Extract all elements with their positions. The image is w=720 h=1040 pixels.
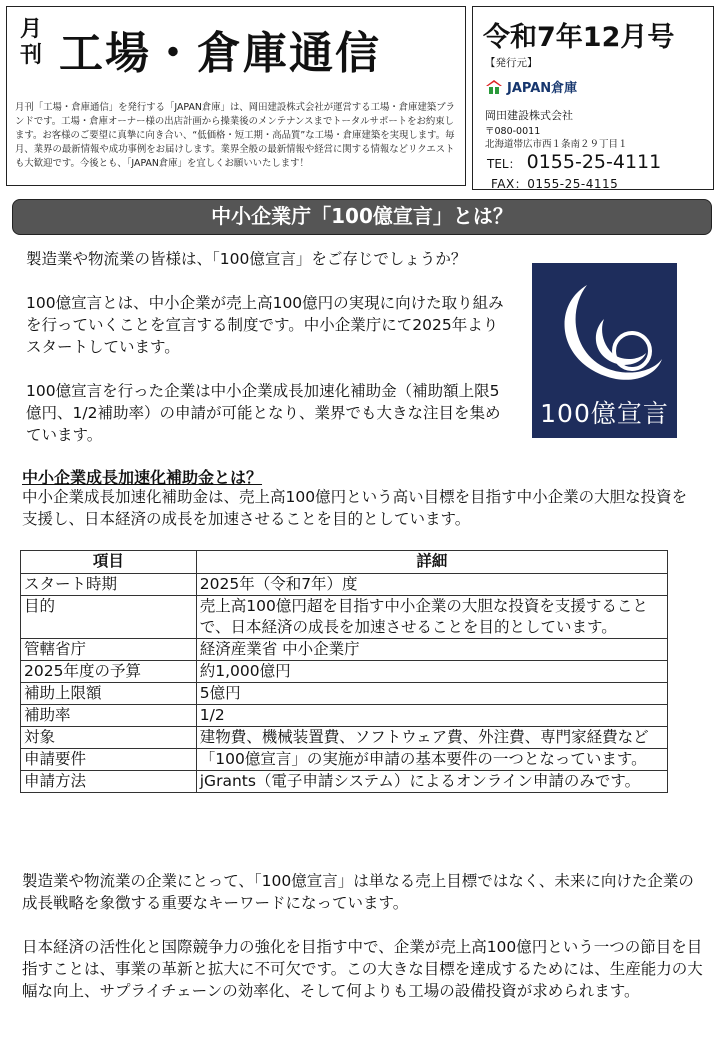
table-cell-value: 1/2 bbox=[196, 705, 667, 727]
paragraph-subsidy-purpose: 中小企業成長加速化補助金は、売上高100億円という高い目標を目指す中小企業の大胆な投資を支援し、日本経済の成長を加速させることを目的としています。 bbox=[22, 488, 688, 528]
table-cell-value: 約1,000億円 bbox=[196, 661, 667, 683]
warehouse-roof-icon bbox=[485, 79, 503, 95]
subsidy-heading: 中小企業成長加速化補助金とは？ bbox=[22, 468, 263, 487]
logo-caption: 100億宣言 bbox=[540, 399, 669, 428]
table-cell-value: 5億円 bbox=[196, 683, 667, 705]
table-cell-key: 2025年度の予算 bbox=[21, 661, 197, 683]
table-cell-key: 目的 bbox=[21, 596, 197, 639]
table-row bbox=[21, 705, 668, 727]
brand bbox=[485, 77, 577, 96]
table-cell-key: 申請要件 bbox=[21, 749, 197, 771]
table-row bbox=[21, 771, 668, 793]
table-cell-value: jGrants（電子申請システム）によるオンライン申請のみです。 bbox=[196, 771, 667, 793]
table-cell-key: 対象 bbox=[21, 727, 197, 749]
table-cell-key: スタート時期 bbox=[21, 574, 197, 596]
table-header-detail: 詳細 bbox=[196, 551, 667, 574]
tel-line bbox=[487, 151, 661, 173]
monthly-label: 月刊 bbox=[19, 17, 42, 68]
subsidy-table bbox=[20, 550, 668, 793]
table-row bbox=[21, 661, 668, 683]
paragraph-subsidy: 100億宣言を行った企業は中小企業成長加速化補助金（補助額上限5億円、1/2補助率）の申請が可能となり、業界でも大きな注目を集めています。 bbox=[26, 382, 501, 444]
tel-number: 0155-25-4111 bbox=[526, 151, 662, 173]
paragraph-investment: 日本経済の活性化と国際競争力の強化を目指す中で、企業が売上高100億円という一つの節目を目指すことは、事業の革新と拡大に不可欠です。この大きな目標を達成するためには、生産能力の大幅な向上、サプライチェーンの効率化、そして何よりも工場の設備投資が求められます。 bbox=[22, 938, 703, 1000]
intro-text: 月刊「工場・倉庫通信」を発行する「JAPAN倉庫」は、岡田建設株式会社が運営する工場・倉庫建築ブランドです。工場・倉庫オーナー様の出店計画から操業後のメンテナンスまでトータルサポートをお約束します。お客様のご要望に真摯に向き合い、“低価格・短工期・高品質”な工場・倉庫建築を実現します。毎月、業界の最新情報や成功事例をお届けします。業界全般の最新情報や経営に関する情報などリクエストも大歓迎です。今後とも、「JAPAN倉庫」を宜しくお願いいたします！ bbox=[15, 102, 455, 169]
company-name: 岡田建設株式会社 bbox=[485, 109, 573, 122]
address: 北海道帯広市西１条南２９丁目１ bbox=[485, 139, 628, 150]
table-header-row bbox=[21, 551, 668, 574]
hundred-billion-declaration-logo bbox=[532, 263, 677, 438]
table-row bbox=[21, 596, 668, 639]
table-row bbox=[21, 727, 668, 749]
newsletter-title: 工場・倉庫通信 bbox=[59, 28, 381, 79]
table-cell-key: 管轄省庁 bbox=[21, 639, 197, 661]
table-cell-key: 補助率 bbox=[21, 705, 197, 727]
table-cell-value: 2025年（令和7年）度 bbox=[196, 574, 667, 596]
issue-box bbox=[472, 6, 714, 190]
paragraph-definition: 100億宣言とは、中小企業が売上高100億円の実現に向けた取り組みを行っていくことを宣言する制度です。中小企業庁にて2025年よりスタートしています。 bbox=[26, 294, 504, 356]
paragraph-keyword: 製造業や物流業の企業にとって、「100億宣言」は単なる売上目標ではなく、未来に向けた企業の成長戦略を象徴する重要なキーワードになっています。 bbox=[22, 872, 694, 912]
table-row bbox=[21, 749, 668, 771]
tel-label: TEL： bbox=[487, 157, 521, 171]
table-row bbox=[21, 574, 668, 596]
table-cell-value: 売上高100億円超を目指す中小企業の大胆な投資を支援することで、日本経済の成長を加速させることを目的としています。 bbox=[196, 596, 667, 639]
brand-name: JAPAN倉庫 bbox=[507, 81, 578, 96]
publisher-label: 【発行元】 bbox=[485, 57, 538, 69]
section-banner: 中小企業庁「100億宣言」とは？ bbox=[12, 199, 712, 235]
paragraph-question: 製造業や物流業の皆様は、「100億宣言」をご存じでしょうか？ bbox=[26, 250, 467, 268]
table-cell-key: 申請方法 bbox=[21, 771, 197, 793]
fax-line: FAX：0155-25-4115 bbox=[491, 177, 619, 191]
table-cell-value: 経済産業省 中小企業庁 bbox=[196, 639, 667, 661]
table-row bbox=[21, 683, 668, 705]
postal-code: 〒080-0011 bbox=[485, 126, 541, 137]
table-row bbox=[21, 639, 668, 661]
table-header-item: 項目 bbox=[21, 551, 197, 574]
masthead-box bbox=[6, 6, 466, 186]
table-cell-value: 建物費、機械装置費、ソフトウェア費、外注費、専門家経費など bbox=[196, 727, 667, 749]
table-cell-value: 「100億宣言」の実施が申請の基本要件の一つとなっています。 bbox=[196, 749, 667, 771]
swirl-emblem-icon bbox=[532, 267, 677, 397]
table-cell-key: 補助上限額 bbox=[21, 683, 197, 705]
issue-date: 令和7年12月号 bbox=[483, 22, 675, 53]
